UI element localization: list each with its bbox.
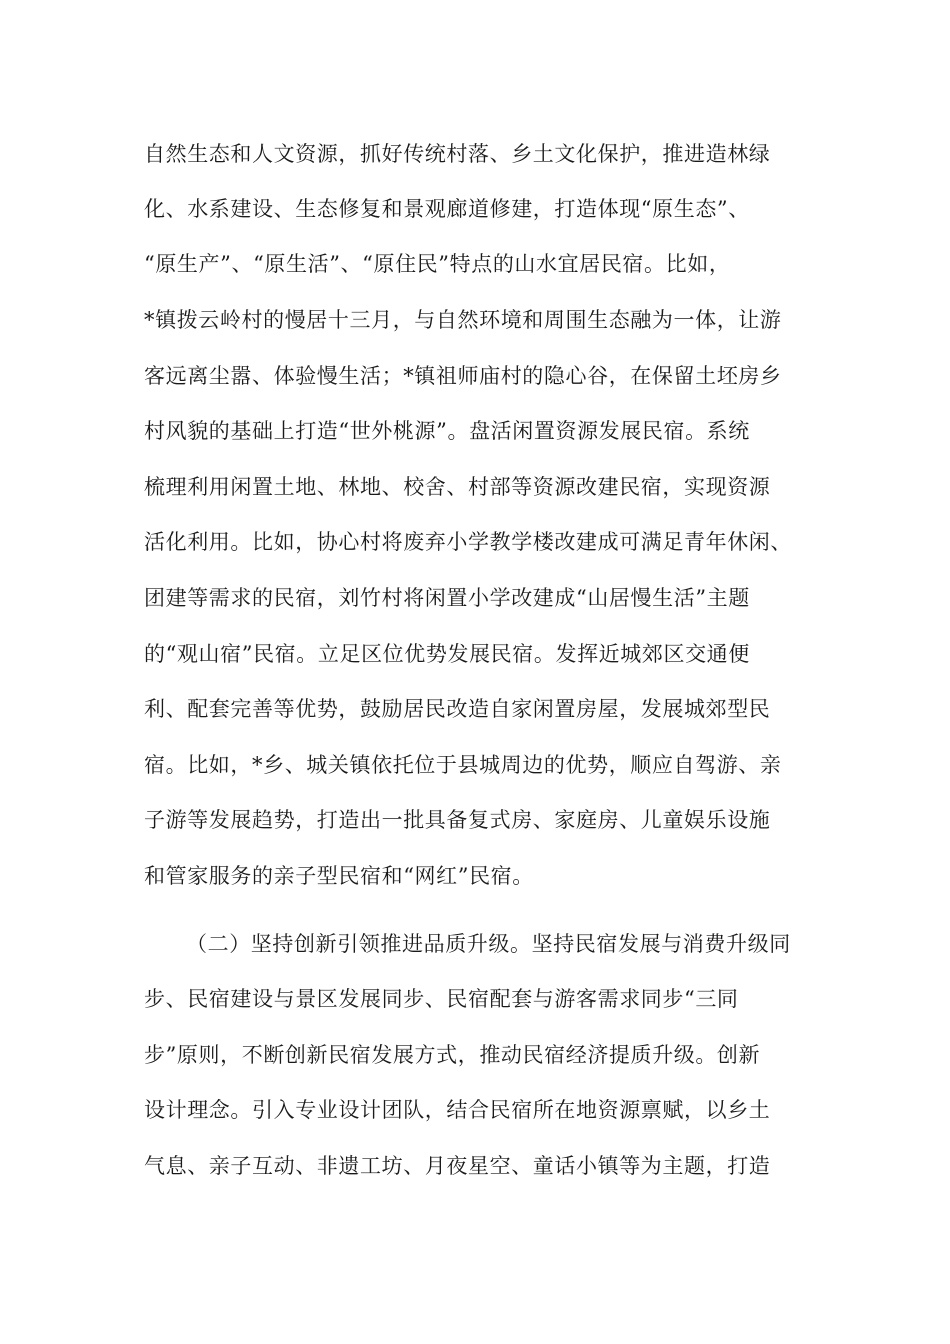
paragraph-1-line-9: 团建等需求的民宿，刘竹村将闲置小学改建成“山居慢生活”主题 — [144, 586, 750, 610]
paragraph-1-line-11: 利、配套完善等优势，鼓励居民改造自家闲置房屋，发展城郊型民 — [144, 697, 771, 721]
paragraph-1-line-5: 客远离尘嚣、体验慢生活；*镇祖师庙村的隐心谷，在保留土坯房乡 — [144, 364, 782, 388]
paragraph-1-line-1: 自然生态和人文资源，抓好传统村落、乡土文化保护，推进造林绿 — [144, 142, 771, 166]
paragraph-1-line-7: 梳理利用闲置土地、林地、校舍、村部等资源改建民宿，实现资源 — [144, 475, 771, 499]
paragraph-2-line-4: 设计理念。引入专业设计团队，结合民宿所在地资源禀赋，以乡土 — [144, 1098, 771, 1122]
paragraph-1-line-10: 的“观山宿”民宿。立足区位优势发展民宿。发挥近城郊区交通便 — [144, 642, 750, 666]
paragraph-1-line-8: 活化利用。比如，协心村将废弃小学教学楼改建成可满足青年休闲、 — [144, 530, 792, 554]
paragraph-2-line-1: （二）坚持创新引领推进品质升级。坚持民宿发展与消费升级同 — [186, 932, 791, 956]
paragraph-2-line-2: 步、民宿建设与景区发展同步、民宿配套与游客需求同步“三同 — [144, 987, 739, 1011]
paragraph-1-line-3: “原生产”、“原生活”、“原住民”特点的山水宜居民宿。比如， — [144, 252, 731, 276]
paragraph-2-line-3: 步”原则，不断创新民宿发展方式，推动民宿经济提质升级。创新 — [144, 1043, 761, 1067]
paragraph-2-line-5: 气息、亲子互动、非遗工坊、月夜星空、童话小镇等为主题，打造 — [144, 1154, 771, 1178]
paragraph-1-line-14: 和管家服务的亲子型民宿和“网红”民宿。 — [144, 864, 534, 888]
paragraph-1-line-13: 子游等发展趋势，打造出一批具备复式房、家庭房、儿童娱乐设施 — [144, 808, 771, 832]
paragraph-1-line-6: 村风貌的基础上打造“世外桃源”。盘活闲置资源发展民宿。系统 — [144, 419, 750, 443]
paragraph-1-line-12: 宿。比如，*乡、城关镇依托位于县城周边的优势，顺应自驾游、亲 — [144, 753, 782, 777]
paragraph-1-line-4: *镇拨云岭村的慢居十三月，与自然环境和周围生态融为一体，让游 — [144, 308, 782, 332]
paragraph-1-line-2: 化、水系建设、生态修复和景观廊道修建，打造体现“原生态”、 — [144, 197, 750, 221]
